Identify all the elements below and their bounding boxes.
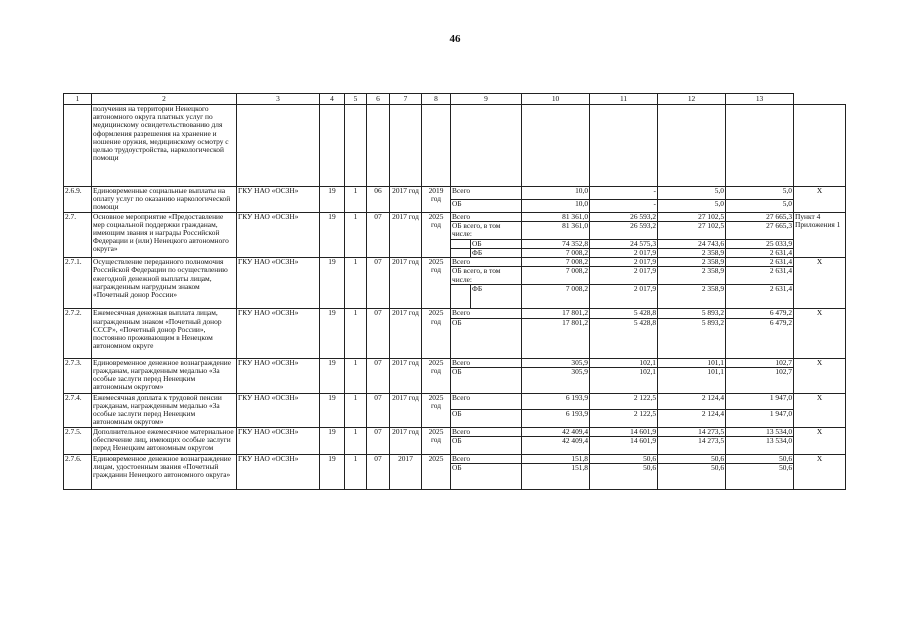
row-source: Всего xyxy=(451,309,522,318)
row-end-year: 2019 год xyxy=(422,187,451,213)
cell-total: 42 409,4 xyxy=(522,436,590,454)
cell-total: 10,0 xyxy=(522,199,590,212)
cell-year-1: 2 017,9 xyxy=(590,267,658,285)
row-end-year: 2025 год xyxy=(422,258,451,309)
row-name: Осуществление переданного полномочия Российской Федерации по осуществлению ежегодной денежной выплаты лицам, награжденным нагрудным знаком «Почетный донор России» xyxy=(92,258,237,309)
cell-year-3: 6 479,2 xyxy=(726,309,794,318)
row-source: ОБ xyxy=(451,199,522,212)
row-name: Единовременное денежное вознаграждение лицам, удостоенным звания «Почетный гражданин Ненецкого автономного округа» xyxy=(92,454,237,489)
cell-year-1: 2 122,5 xyxy=(590,393,658,409)
row-source: ОБ xyxy=(451,464,522,490)
row-name: Основное мероприятие «Предоставление мер социальной поддержки гражданам, имеющим звания и награды Российской Федерации и (или) Ненецкого автономного округа» xyxy=(92,212,237,258)
cell-year-3: 102,7 xyxy=(726,358,794,367)
row-code-6: 07 xyxy=(367,427,390,454)
row-code-6: 07 xyxy=(367,212,390,258)
row-code-6: 07 xyxy=(367,393,390,427)
col-header-9: 9 xyxy=(451,94,522,105)
row-code-5: 1 xyxy=(345,358,367,393)
cell-year-2: 5 893,2 xyxy=(658,309,726,318)
cell-year-3: 2 631,4 xyxy=(726,285,794,309)
row-code-4: 19 xyxy=(320,187,345,213)
col-header-13: 13 xyxy=(726,94,794,105)
row-start-year: 2017 год xyxy=(390,358,422,393)
row-note: X xyxy=(794,258,846,309)
cell-year-1: 50,6 xyxy=(590,454,658,463)
cell-year-2: 2 124,4 xyxy=(658,409,726,427)
cell-year-1: 2 017,9 xyxy=(590,258,658,267)
row-number: 2.7.6. xyxy=(64,454,92,489)
row-note: X xyxy=(794,454,846,489)
cell-year-2: 2 358,9 xyxy=(658,285,726,309)
cell-year-3: 13 534,0 xyxy=(726,427,794,436)
row-code-4: 19 xyxy=(320,358,345,393)
row-start-year: 2017 год xyxy=(390,309,422,358)
row-note: X xyxy=(794,309,846,358)
row-source: ФБ xyxy=(471,249,522,258)
row-name: Ежемесячная денежная выплата лицам, награжденным знаком «Почетный донор СССР», «Почетный донор России», постоянно проживающим в Ненецком автономном округе xyxy=(92,309,237,358)
row-executor: ГКУ НАО «ОСЗН» xyxy=(237,427,320,454)
cell-year-2: 101,1 xyxy=(658,367,726,393)
cell-total: 17 801,2 xyxy=(522,318,590,358)
cell-year-1: 24 575,3 xyxy=(590,239,658,248)
table-row xyxy=(64,212,846,221)
cell-year-1: 14 601,9 xyxy=(590,436,658,454)
row-number: 2.7.1. xyxy=(64,258,92,309)
col-header-2: 2 xyxy=(92,94,237,105)
row-note: X xyxy=(794,358,846,393)
row-start-year: 2017 год xyxy=(390,393,422,427)
row-end-year: 2025 год xyxy=(422,393,451,427)
row-number: 2.7.4. xyxy=(64,393,92,427)
row-executor: ГКУ НАО «ОСЗН» xyxy=(237,358,320,393)
row-code-6: 07 xyxy=(367,454,390,489)
row-code-4: 19 xyxy=(320,212,345,258)
row-source: ОБ всего, в том числе: xyxy=(451,221,522,239)
cell-year-1: - xyxy=(590,199,658,212)
row-end-year: 2025 год xyxy=(422,427,451,454)
row-source: Всего xyxy=(451,187,522,200)
row-note: Пункт 4 Приложения 1 xyxy=(794,212,846,258)
row-start-year: 2017 xyxy=(390,454,422,489)
row-code-6: 07 xyxy=(367,258,390,309)
table-row xyxy=(64,309,846,318)
col-header-12: 12 xyxy=(658,94,726,105)
cell-year-1: 102,1 xyxy=(590,367,658,393)
row-source: ОБ xyxy=(451,436,522,454)
col-header-10: 10 xyxy=(522,94,590,105)
cell-year-1: - xyxy=(590,187,658,200)
cell-year-2: 14 273,5 xyxy=(658,427,726,436)
cell-year-2: 2 358,9 xyxy=(658,258,726,267)
cell-year-3: 27 665,3 xyxy=(726,221,794,239)
cell-year-1: 26 593,2 xyxy=(590,221,658,239)
cell-total: 10,0 xyxy=(522,187,590,200)
cell-year-3: 2 631,4 xyxy=(726,258,794,267)
cell-total: 305,9 xyxy=(522,367,590,393)
cell-total: 305,9 xyxy=(522,358,590,367)
row-code-5: 1 xyxy=(345,393,367,427)
row-number: 2.7.3. xyxy=(64,358,92,393)
cell-year-3: 50,6 xyxy=(726,454,794,463)
col-header-11: 11 xyxy=(590,94,658,105)
cell-year-1: 26 593,2 xyxy=(590,212,658,221)
col-header-5: 5 xyxy=(345,94,367,105)
row-source: Всего xyxy=(451,427,522,436)
cell-year-3: 5,0 xyxy=(726,199,794,212)
cell-total: 17 801,2 xyxy=(522,309,590,318)
cell-year-3: 1 947,0 xyxy=(726,393,794,409)
cell-year-1: 5 428,8 xyxy=(590,318,658,358)
cell-total: 151,8 xyxy=(522,454,590,463)
cell-total: 42 409,4 xyxy=(522,427,590,436)
cell-year-1: 2 122,5 xyxy=(590,409,658,427)
cell-year-3: 50,6 xyxy=(726,464,794,490)
row-end-year: 2025 год xyxy=(422,309,451,358)
row-executor: ГКУ НАО «ОСЗН» xyxy=(237,309,320,358)
row-source: Всего xyxy=(451,358,522,367)
cell-total: 151,8 xyxy=(522,464,590,490)
cell-total: 74 352,8 xyxy=(522,239,590,248)
cell-year-3: 5,0 xyxy=(726,187,794,200)
cell-total: 81 361,0 xyxy=(522,221,590,239)
cell-total: 6 193,9 xyxy=(522,409,590,427)
cell-year-1: 5 428,8 xyxy=(590,309,658,318)
cell-total: 7 008,2 xyxy=(522,258,590,267)
row-source: Всего xyxy=(451,258,522,267)
row-start-year: 2017 год xyxy=(390,187,422,213)
row-name: Единовременное денежное вознаграждение гражданам, награжденным медалью «За особые заслуги перед Ненецким автономным округом» xyxy=(92,358,237,393)
col-header-8: 8 xyxy=(422,94,451,105)
cell-year-2: 5,0 xyxy=(658,199,726,212)
cell-year-2: 2 124,4 xyxy=(658,393,726,409)
cell-year-3: 2 631,4 xyxy=(726,249,794,258)
row-code-5: 1 xyxy=(345,309,367,358)
row-number: 2.7.2. xyxy=(64,309,92,358)
row-source: ОБ xyxy=(451,409,522,427)
row-source: Всего xyxy=(451,212,522,221)
row-source: Всего xyxy=(451,393,522,409)
cell-year-3: 25 033,9 xyxy=(726,239,794,248)
row-code-4: 19 xyxy=(320,427,345,454)
row-source: ФБ xyxy=(471,285,522,309)
cell-year-2: 27 102,5 xyxy=(658,212,726,221)
cell-total: 7 008,2 xyxy=(522,267,590,285)
cell-year-2: 2 358,9 xyxy=(658,249,726,258)
row-code-5: 1 xyxy=(345,427,367,454)
row-code-4: 19 xyxy=(320,454,345,489)
row-code-6: 07 xyxy=(367,358,390,393)
cell-year-1: 2 017,9 xyxy=(590,285,658,309)
table-row xyxy=(64,187,846,200)
row-number: 2.7.5. xyxy=(64,427,92,454)
cell-year-3: 27 665,3 xyxy=(726,212,794,221)
row-code-5: 1 xyxy=(345,212,367,258)
page-number: 46 xyxy=(449,33,461,45)
cell-total: 81 361,0 xyxy=(522,212,590,221)
row-executor: ГКУ НАО «ОСЗН» xyxy=(237,212,320,258)
row-end-year: 2025 год xyxy=(422,212,451,258)
col-header-3: 3 xyxy=(237,94,320,105)
cell-year-2: 5,0 xyxy=(658,187,726,200)
row-start-year: 2017 год xyxy=(390,258,422,309)
row-note: X xyxy=(794,187,846,213)
cell-year-3: 2 631,4 xyxy=(726,267,794,285)
cell-year-1: 50,6 xyxy=(590,464,658,490)
cell-year-2: 2 358,9 xyxy=(658,267,726,285)
row-code-4: 19 xyxy=(320,393,345,427)
col-header-4: 4 xyxy=(320,94,345,105)
table-row xyxy=(64,258,846,267)
cont-text: получения на территории Ненецкого автономного округа платных услуг по медицинскому освидетельствованию для оформления разрешения на хранение и ношение оружия, медицинскому осмотру с целью трудоустройства, наркологической помощи xyxy=(92,105,237,187)
row-source: ОБ xyxy=(451,367,522,393)
cell-total: 7 008,2 xyxy=(522,285,590,309)
cell-year-2: 24 743,6 xyxy=(658,239,726,248)
table-row xyxy=(64,393,846,409)
row-code-5: 1 xyxy=(345,454,367,489)
row-source: ОБ всего, в том числе: xyxy=(451,267,522,285)
row-code-4: 19 xyxy=(320,258,345,309)
row-number: 2.7. xyxy=(64,212,92,258)
cell-year-2: 50,6 xyxy=(658,454,726,463)
row-start-year: 2017 год xyxy=(390,212,422,258)
cell-total: 6 193,9 xyxy=(522,393,590,409)
table-row xyxy=(64,358,846,367)
cell-year-1: 102,1 xyxy=(590,358,658,367)
row-code-5: 1 xyxy=(345,258,367,309)
cell-year-3: 102,7 xyxy=(726,367,794,393)
header-row xyxy=(64,94,846,105)
cell-year-1: 14 601,9 xyxy=(590,427,658,436)
row-end-year: 2025 год xyxy=(422,358,451,393)
row-name: Единовременные социальные выплаты на оплату услуг по оказанию наркологической помощи xyxy=(92,187,237,213)
row-name: Дополнительное ежемесячное материальное обеспечение лиц, имеющих особые заслуги перед Ненецким автономным округом xyxy=(92,427,237,454)
col-header-6: 6 xyxy=(367,94,390,105)
program-table xyxy=(63,93,846,490)
row-note: X xyxy=(794,427,846,454)
row-start-year: 2017 год xyxy=(390,427,422,454)
table-row xyxy=(64,454,846,463)
cell-year-2: 50,6 xyxy=(658,464,726,490)
row-code-6: 07 xyxy=(367,309,390,358)
cell-year-3: 13 534,0 xyxy=(726,436,794,454)
row-note: X xyxy=(794,393,846,427)
row-name: Ежемесячная доплата к трудовой пенсии гражданам, награжденным медалью «За особые заслуги перед Ненецким автономным округом» xyxy=(92,393,237,427)
row-code-5: 1 xyxy=(345,187,367,213)
cell-year-2: 14 273,5 xyxy=(658,436,726,454)
cell-year-3: 1 947,0 xyxy=(726,409,794,427)
row-executor: ГКУ НАО «ОСЗН» xyxy=(237,258,320,309)
row-source: ОБ xyxy=(471,239,522,248)
row-executor: ГКУ НАО «ОСЗН» xyxy=(237,454,320,489)
row-source: ОБ xyxy=(451,318,522,358)
col-header-1: 1 xyxy=(64,94,92,105)
row-source: Всего xyxy=(451,454,522,463)
row-executor: ГКУ НАО «ОСЗН» xyxy=(237,393,320,427)
cell-total: 7 008,2 xyxy=(522,249,590,258)
cell-year-2: 27 102,5 xyxy=(658,221,726,239)
row-code-4: 19 xyxy=(320,309,345,358)
row-executor: ГКУ НАО «ОСЗН» xyxy=(237,187,320,213)
row-code-6: 06 xyxy=(367,187,390,213)
cell-year-2: 101,1 xyxy=(658,358,726,367)
table-row xyxy=(64,427,846,436)
row-end-year: 2025 xyxy=(422,454,451,489)
cell-year-1: 2 017,9 xyxy=(590,249,658,258)
cell-year-3: 6 479,2 xyxy=(726,318,794,358)
row-number: 2.6.9. xyxy=(64,187,92,213)
cell-year-2: 5 893,2 xyxy=(658,318,726,358)
col-header-7: 7 xyxy=(390,94,422,105)
table-row-continuation xyxy=(64,105,846,187)
